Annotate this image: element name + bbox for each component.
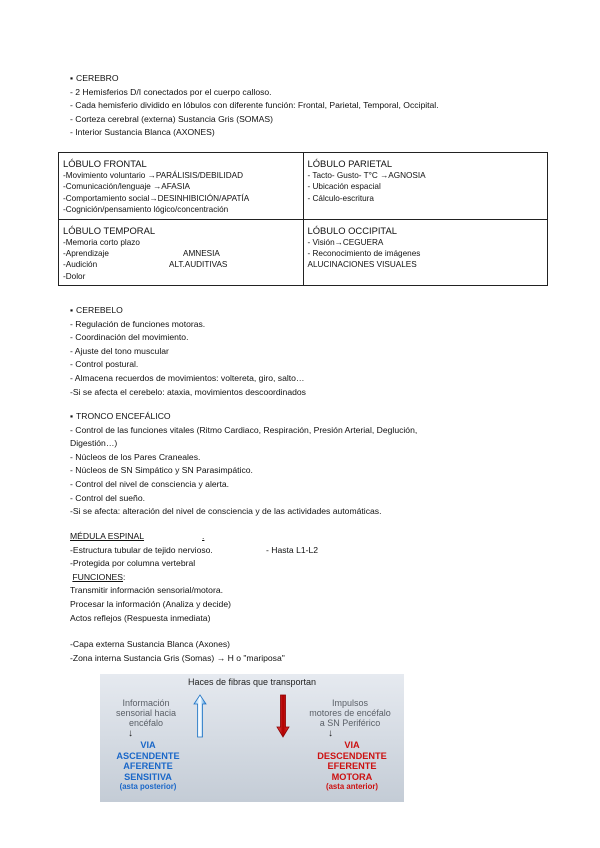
occipital-lobe-line: - Reconocimiento de imágenes xyxy=(307,249,421,259)
funciones-colon: : xyxy=(123,571,126,582)
cerebelo-line: - Regulación de funciones motoras. xyxy=(70,318,206,329)
frontal-lobe-line: -Movimiento voluntario →PARÁLISIS/DEBILIDAD xyxy=(63,171,244,180)
occipital-lobe-title: LÓBULO OCCIPITAL xyxy=(307,224,397,236)
medula-heading-text: MÉDULA ESPINAL xyxy=(70,531,145,541)
ascending-pathway-label xyxy=(100,740,196,793)
medula-heading-tail: . xyxy=(202,531,205,541)
tronco-section xyxy=(70,410,417,519)
down-arrow-icon xyxy=(276,694,290,738)
ascending-pathway-line: ASCENDENTE xyxy=(116,750,180,761)
cerebro-heading: ▪ CEREBRO xyxy=(70,72,439,86)
temporal-left-text: -Audición xyxy=(63,260,98,270)
frontal-lobe-cell xyxy=(59,153,304,220)
sensory-info-line: Información xyxy=(122,698,170,708)
up-arrow-icon xyxy=(193,694,207,738)
descending-pathway-line: MOTORA xyxy=(331,771,373,782)
anterior-horn-note: (asta anterior) xyxy=(326,782,378,791)
temporal-lobe-cell xyxy=(59,219,304,286)
lobes-table xyxy=(58,152,548,286)
tronco-line: -Si se afecta: alteración del nivel de consciencia y de las actividades automáticas. xyxy=(70,506,382,517)
cerebelo-line: -Si se afecta el cerebelo: ataxia, movimientos descoordinados xyxy=(70,386,306,397)
cerebro-line: - Corteza cerebral (externa) Sustancia Gris (SOMAS) xyxy=(70,113,273,124)
parietal-lobe-line: - Tacto- Gusto- T°C →AGNOSIA xyxy=(307,171,426,180)
medula-heading xyxy=(70,530,318,544)
posterior-horn-note: (asta posterior) xyxy=(119,782,177,791)
cerebro-line: - Cada hemisferio dividido en lóbulos con diferente función: Frontal, Parietal, Temporal, Occipital. xyxy=(70,100,439,111)
medula-line-right: - Hasta L1-L2 xyxy=(266,544,319,555)
cerebelo-section xyxy=(70,304,306,399)
temporal-lobe-line: -Dolor xyxy=(63,271,86,281)
cerebelo-line: - Control postural. xyxy=(70,359,139,370)
parietal-lobe-line: - Ubicación espacial xyxy=(307,182,381,192)
cerebelo-line: - Ajuste del tono muscular xyxy=(70,345,169,356)
frontal-lobe-line: -Cognición/pensamiento lógico/concentración xyxy=(63,205,229,215)
medula-line: -Protegida por columna vertebral xyxy=(70,558,196,569)
tronco-line: - Núcleos de SN Simpático y SN Parasimpático. xyxy=(70,465,253,476)
temporal-lobe-line xyxy=(63,259,299,270)
sensory-info-line: sensorial hacia xyxy=(115,708,177,718)
frontal-lobe-line: -Comunicación/lenguaje →AFASIA xyxy=(63,182,190,192)
tronco-line: - Control del sueño. xyxy=(70,492,145,503)
cerebelo-heading: ▪ CEREBELO xyxy=(70,304,306,318)
ascending-pathway-line: VIA xyxy=(140,740,156,750)
temporal-left-text: -Aprendizaje xyxy=(63,249,109,259)
temporal-right-text: ALT.AUDITIVAS xyxy=(169,260,228,270)
medula-section xyxy=(70,530,318,665)
cerebro-section xyxy=(70,72,439,140)
parietal-lobe-title: LÓBULO PARIETAL xyxy=(307,158,393,169)
descending-pathway-label xyxy=(300,740,404,793)
temporal-lobe-line: -Memoria corto plazo xyxy=(63,237,140,247)
funcion-item: Transmitir información sensorial/motora. xyxy=(70,585,223,596)
parietal-lobe-cell xyxy=(303,153,548,220)
funcion-item: Actos reflejos (Respuesta inmediata) xyxy=(70,612,211,623)
tronco-line: - Control de las funciones vitales (Ritmo Cardiaco, Respiración, Presión Arterial, Deglución, xyxy=(70,424,418,435)
motor-impulses-text xyxy=(296,698,404,728)
cerebelo-line: - Almacena recuerdos de movimientos: voltereta, giro, salto… xyxy=(70,372,305,383)
fiber-tracts-figure xyxy=(100,674,404,802)
tronco-line: - Control del nivel de consciencia y alerta. xyxy=(70,478,230,489)
temporal-lobe-title: LÓBULO TEMPORAL xyxy=(63,224,156,236)
funciones-heading-text: FUNCIONES xyxy=(72,571,124,582)
capa-line: -Capa externa Sustancia Blanca (Axones) xyxy=(70,639,231,650)
motor-impulses-line: Impulsos xyxy=(331,698,368,708)
descending-pathway-line: EFERENTE xyxy=(327,761,377,771)
motor-impulses-line: a SN Periférico xyxy=(319,718,381,728)
tronco-heading: ▪ TRONCO ENCEFÁLICO xyxy=(70,410,417,424)
medula-line xyxy=(70,544,318,558)
motor-impulses-line: motores de encéfalo xyxy=(309,708,391,718)
medula-line-left: -Estructura tubular de tejido nervioso. xyxy=(70,544,213,555)
tronco-line: Digestión…) xyxy=(70,438,118,449)
capa-line: -Zona interna Sustancia Gris (Somas) → H o "mariposa" xyxy=(70,652,285,663)
ascending-pathway-line: AFERENTE xyxy=(123,761,173,771)
figure-title: Haces de fibras que transportan xyxy=(187,677,317,687)
sensory-info-text xyxy=(102,698,190,728)
cerebro-line: - 2 Hemisferios D/I conectados por el cuerpo calloso. xyxy=(70,86,272,97)
funciones-heading xyxy=(70,571,318,585)
tronco-line: - Núcleos de los Pares Craneales. xyxy=(70,451,201,462)
sensory-info-line: encéfalo xyxy=(128,718,164,728)
frontal-lobe-line: -Comportamiento social→DESINHIBICIÓN/APATÍA xyxy=(63,193,250,203)
temporal-lobe-line xyxy=(63,248,299,259)
funcion-item: Procesar la información (Analiza y decide) xyxy=(70,598,231,609)
temporal-right-text: AMNESIA xyxy=(183,249,220,259)
cerebro-line: - Interior Sustancia Blanca (AXONES) xyxy=(70,127,215,138)
descending-pathway-line: DESCENDENTE xyxy=(317,750,387,761)
occipital-lobe-cell xyxy=(303,219,548,286)
down-arrow-right-icon: ↓ xyxy=(328,728,333,739)
occipital-lobe-line: - Visión→CEGUERA xyxy=(307,237,384,247)
ascending-pathway-line: SENSITIVA xyxy=(124,771,172,782)
frontal-lobe-title: LÓBULO FRONTAL xyxy=(63,158,147,169)
cerebelo-line: - Coordinación del movimiento. xyxy=(70,332,189,343)
occipital-lobe-line: ALUCINACIONES VISUALES xyxy=(307,260,417,270)
parietal-lobe-line: - Cálculo-escritura xyxy=(307,193,374,203)
down-arrow-left-icon: ↓ xyxy=(128,728,133,739)
descending-pathway-line: VIA xyxy=(344,740,360,750)
